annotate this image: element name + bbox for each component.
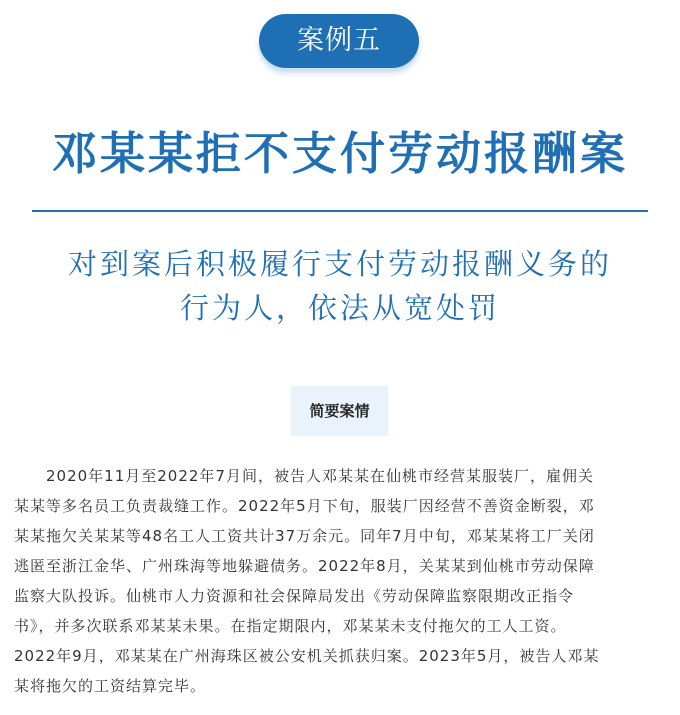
case-number-badge: 案例五 [259, 14, 419, 68]
subtitle-line: 行为人，依法从宽处罚 [179, 291, 500, 325]
paragraph-line: 2020年11月至2022年7月间，被告人邓某某在仙桃市经营某服装厂，雇佣关 [46, 467, 594, 485]
section-heading: 简要案情 [291, 386, 388, 436]
paragraph-line: 某某等多名员工负责裁缝工作。2022年5月下旬，服装厂因经营不善资金断裂，邓 [14, 497, 595, 515]
paragraph-line: 逃匿至浙江金华、广州珠海等地躲避债务。2022年8月，关某某到仙桃市劳动保障 [14, 557, 595, 575]
case-subtitle [0, 242, 680, 330]
case-summary-text [14, 461, 668, 701]
subtitle-line: 对到案后积极履行支付劳动报酬义务的 [67, 247, 612, 281]
title-divider [32, 210, 648, 212]
case-title: 邓某某拒不支付劳动报酬案 [51, 127, 628, 180]
paragraph-line: 2022年9月，邓某某在广州海珠区被公安机关抓获归案。2023年5月，被告人邓某 [14, 647, 600, 665]
paragraph-line: 某将拖欠的工资结算完毕。 [14, 677, 207, 695]
paragraph-line: 书》，并多次联系邓某某未果。在指定期限内，邓某某未支付拖欠的工人工资。 [14, 617, 567, 635]
paragraph-line: 监察大队投诉。仙桃市人力资源和社会保障局发出《劳动保障监察限期改正指令 [14, 587, 575, 605]
paragraph-line: 某某拖欠关某某等48名工人工资共计37万余元。同年7月中旬，邓某某将工厂关闭 [14, 527, 595, 545]
